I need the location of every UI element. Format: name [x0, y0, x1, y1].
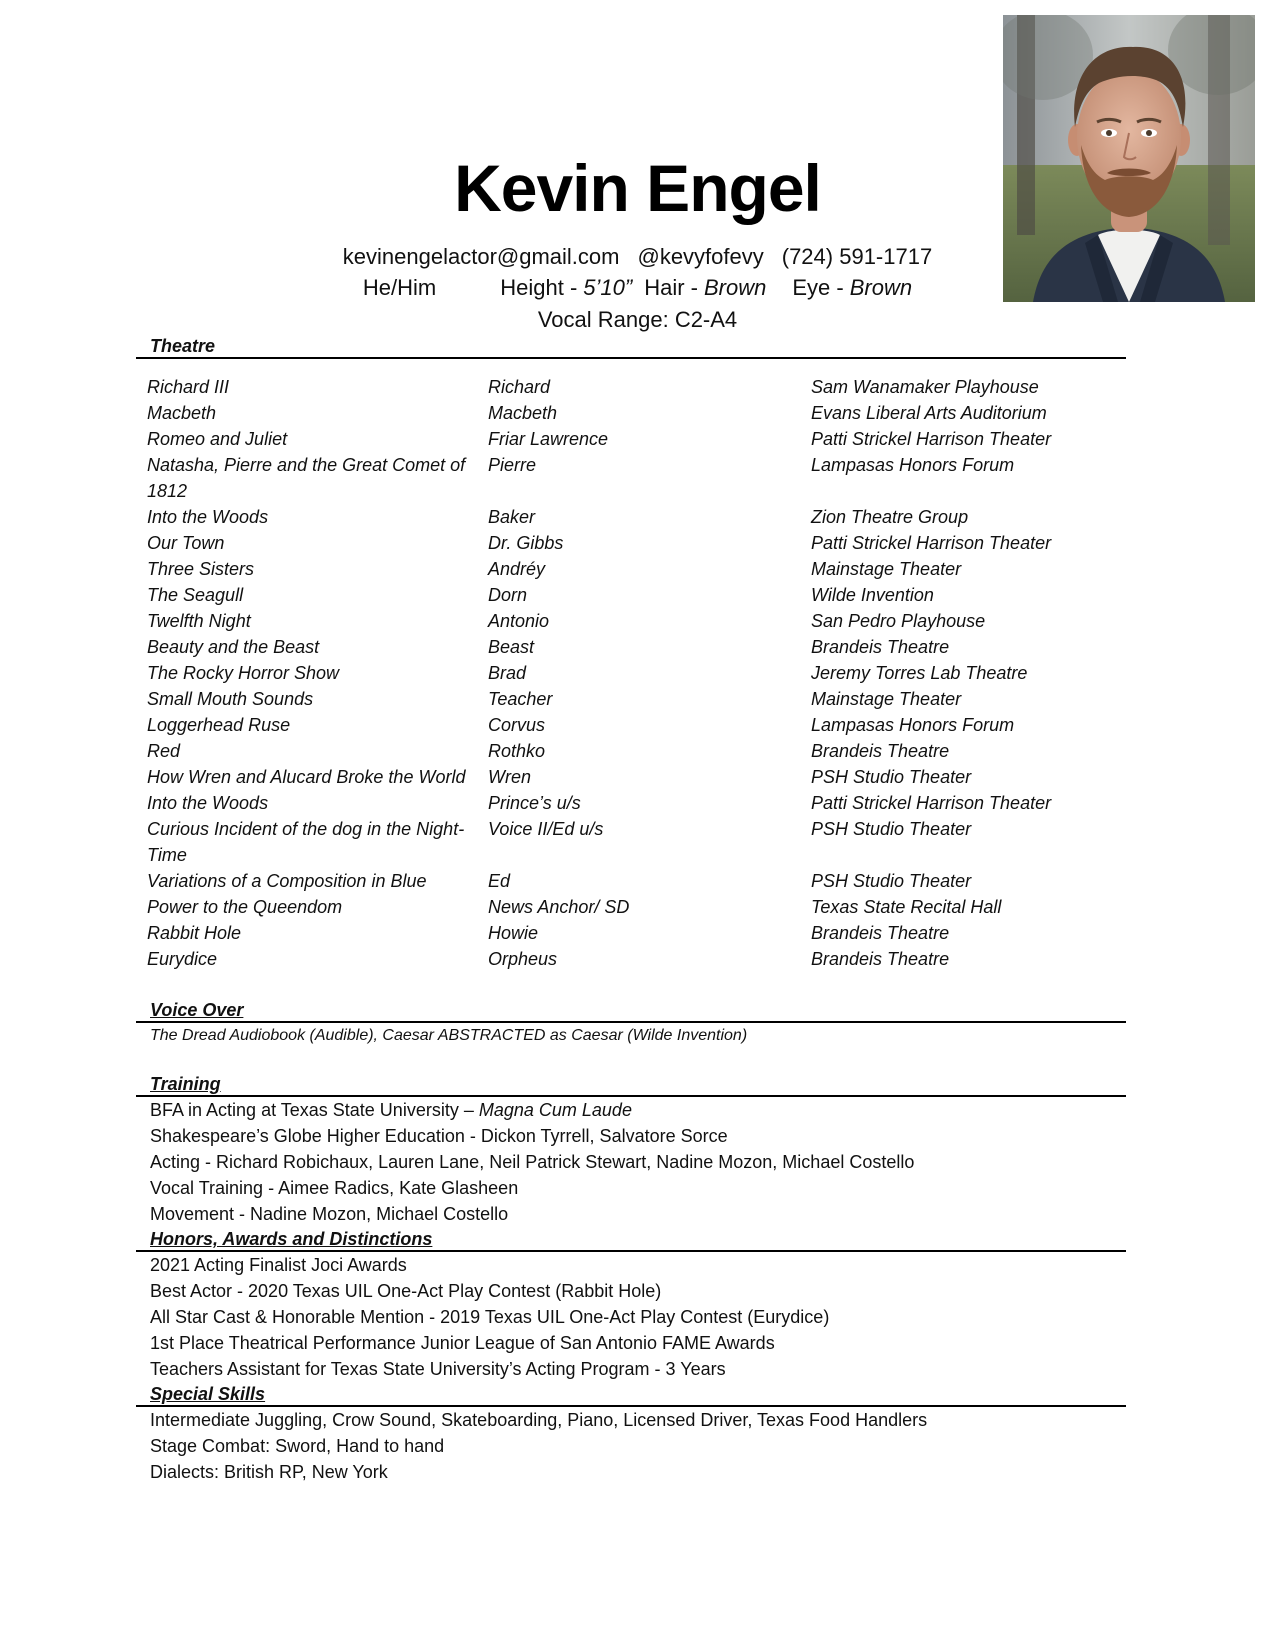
credit-show: Beauty and the Beast — [147, 637, 320, 657]
physical-stats-line — [0, 273, 1275, 303]
skills-list — [150, 1407, 1120, 1485]
theatre-credit-row — [147, 660, 1117, 686]
theatre-credits-table — [147, 374, 1117, 972]
credit-venue: Brandeis Theatre — [811, 949, 950, 969]
credit-venue: Patti Strickel Harrison Theater — [811, 429, 1052, 449]
credit-venue: PSH Studio Theater — [811, 871, 972, 891]
credit-show: Loggerhead Ruse — [147, 715, 291, 735]
credit-show: Into the Woods — [147, 793, 269, 813]
credit-role: Prince’s u/s — [488, 793, 581, 813]
honor-item: Best Actor - 2020 Texas UIL One-Act Play Contest (Rabbit Hole) — [150, 1281, 662, 1301]
credit-show: The Seagull — [147, 585, 244, 605]
eye-value: Brown — [849, 275, 913, 300]
section-heading-training — [136, 1073, 1126, 1097]
credit-role: Friar Lawrence — [488, 429, 609, 449]
credit-show: Eurydice — [147, 949, 218, 969]
credit-show: Variations of a Composition in Blue — [147, 871, 427, 891]
credit-venue: Zion Theatre Group — [811, 507, 969, 527]
credit-show: Power to the Queendom — [147, 897, 343, 917]
theatre-credit-row — [147, 816, 1117, 868]
skills-heading-text: Special Skills — [150, 1384, 266, 1404]
training-item: BFA in Acting at Texas State University – Magna Cum Laude — [150, 1100, 632, 1120]
credit-role: Pierre — [488, 455, 537, 475]
credit-venue: Brandeis Theatre — [811, 637, 950, 657]
hair-label: Hair - — [644, 275, 698, 300]
theatre-credit-row — [147, 374, 1117, 400]
theatre-credit-row — [147, 920, 1117, 946]
theatre-credit-row — [147, 634, 1117, 660]
credit-role: Beast — [488, 637, 535, 657]
vocal-range: Vocal Range: C2-A4 — [537, 307, 738, 332]
credit-show: Rabbit Hole — [147, 923, 242, 943]
voice-over-credits: The Dread Audiobook (Audible), Caesar ABSTRACTED as Caesar (Wilde Invention) — [150, 1027, 748, 1044]
credit-role: Teacher — [488, 689, 553, 709]
credit-role: Richard — [488, 377, 551, 397]
credit-venue: Mainstage Theater — [811, 689, 962, 709]
credit-show: Three Sisters — [147, 559, 255, 579]
credit-venue: PSH Studio Theater — [811, 767, 972, 787]
section-heading-voice-over — [136, 999, 1126, 1023]
credit-role: Ed — [488, 871, 511, 891]
theatre-credit-row — [147, 868, 1117, 894]
credit-venue: Lampasas Honors Forum — [811, 715, 1015, 735]
theatre-credit-row — [147, 426, 1117, 452]
credit-role: Voice II/Ed u/s — [488, 819, 604, 839]
credit-venue: Sam Wanamaker Playhouse — [811, 377, 1039, 397]
credit-show: Into the Woods — [147, 507, 269, 527]
skill-item: Stage Combat: Sword, Hand to hand — [150, 1436, 445, 1456]
credit-venue: Brandeis Theatre — [811, 741, 950, 761]
honor-item: 2021 Acting Finalist Joci Awards — [150, 1255, 407, 1275]
theatre-heading-text: Theatre — [150, 336, 216, 356]
height-label: Height - — [500, 275, 578, 300]
pronouns: He/Him — [362, 275, 437, 300]
training-honor: Magna Cum Laude — [478, 1100, 632, 1120]
height-value: 5’10” — [583, 275, 633, 300]
contact-line — [0, 242, 1275, 272]
credit-role: Antonio — [488, 611, 550, 631]
credit-venue: Lampasas Honors Forum — [811, 455, 1015, 475]
credit-show: Macbeth — [147, 403, 217, 423]
theatre-credit-row — [147, 738, 1117, 764]
credit-venue: Jeremy Torres Lab Theatre — [811, 663, 1028, 683]
credit-show: Twelfth Night — [147, 611, 251, 631]
theatre-credit-row — [147, 894, 1117, 920]
theatre-credit-row — [147, 946, 1117, 972]
credit-show: How Wren and Alucard Broke the World — [147, 767, 466, 787]
credit-role: Wren — [488, 767, 532, 787]
section-heading-honors — [136, 1228, 1126, 1252]
credit-show: The Rocky Horror Show — [147, 663, 340, 683]
credit-role: Brad — [488, 663, 527, 683]
email-link[interactable]: kevinengelactor@gmail.com — [342, 244, 620, 269]
credit-venue: Mainstage Theater — [811, 559, 962, 579]
section-heading-special-skills — [136, 1383, 1126, 1407]
credit-show: Curious Incident of the dog in the Night-Time — [147, 819, 465, 865]
credit-show: Natasha, Pierre and the Great Comet of 1812 — [147, 455, 466, 501]
credit-role: Andréy — [488, 559, 546, 579]
credit-venue: Evans Liberal Arts Auditorium — [811, 403, 1047, 423]
voice-over-heading-text: Voice Over — [150, 1000, 244, 1020]
section-heading-theatre — [136, 335, 1126, 359]
credit-show: Our Town — [147, 533, 225, 553]
training-item: Shakespeare’s Globe Higher Education - Dickon Tyrrell, Salvatore Sorce — [150, 1126, 728, 1146]
credit-show: Romeo and Juliet — [147, 429, 288, 449]
theatre-credit-row — [147, 790, 1117, 816]
credit-venue: Patti Strickel Harrison Theater — [811, 793, 1052, 813]
training-heading-text: Training — [150, 1074, 221, 1094]
theatre-credit-row — [147, 608, 1117, 634]
credit-role: Howie — [488, 923, 539, 943]
candidate-name: Kevin Engel — [454, 151, 821, 225]
credit-venue: Patti Strickel Harrison Theater — [811, 533, 1052, 553]
credit-venue: Brandeis Theatre — [811, 923, 950, 943]
theatre-credit-row — [147, 764, 1117, 790]
credit-role: Baker — [488, 507, 536, 527]
credit-venue: Wilde Invention — [811, 585, 934, 605]
credit-role: News Anchor/ SD — [488, 897, 630, 917]
honors-heading-text: Honors, Awards and Distinctions — [150, 1229, 433, 1249]
training-item: Acting - Richard Robichaux, Lauren Lane, Neil Patrick Stewart, Nadine Mozon, Michael Costello — [150, 1152, 915, 1172]
training-item: Movement - Nadine Mozon, Michael Costello — [150, 1204, 509, 1224]
honors-list — [150, 1252, 1120, 1382]
credit-role: Dr. Gibbs — [488, 533, 564, 553]
credit-role: Dorn — [488, 585, 528, 605]
skill-item: Dialects: British RP, New York — [150, 1462, 388, 1482]
eye-label: Eye - — [792, 275, 844, 300]
theatre-credit-row — [147, 712, 1117, 738]
honor-item: Teachers Assistant for Texas State University’s Acting Program - 3 Years — [150, 1359, 726, 1379]
theatre-credit-row — [147, 582, 1117, 608]
skill-item: Intermediate Juggling, Crow Sound, Skateboarding, Piano, Licensed Driver, Texas Food Handlers — [150, 1410, 928, 1430]
credit-role: Rothko — [488, 741, 546, 761]
theatre-credit-row — [147, 556, 1117, 582]
theatre-credit-row — [147, 530, 1117, 556]
credit-venue: PSH Studio Theater — [811, 819, 972, 839]
phone-number: (724) 591-1717 — [781, 244, 933, 269]
honor-item: All Star Cast & Honorable Mention - 2019 Texas UIL One-Act Play Contest (Eurydice) — [150, 1307, 830, 1327]
credit-show: Richard III — [147, 377, 230, 397]
hair-value: Brown — [704, 275, 767, 300]
theatre-credit-row — [147, 452, 1117, 504]
credit-role: Orpheus — [488, 949, 558, 969]
training-list — [150, 1097, 1120, 1227]
credit-venue: San Pedro Playhouse — [811, 611, 986, 631]
theatre-credit-row — [147, 686, 1117, 712]
credit-show: Red — [147, 741, 181, 761]
theatre-credit-row — [147, 504, 1117, 530]
theatre-credit-row — [147, 400, 1117, 426]
credit-role: Corvus — [488, 715, 546, 735]
credit-venue: Texas State Recital Hall — [811, 897, 1002, 917]
credit-role: Macbeth — [488, 403, 558, 423]
credit-show: Small Mouth Sounds — [147, 689, 314, 709]
training-item: Vocal Training - Aimee Radics, Kate Glasheen — [150, 1178, 519, 1198]
honor-item: 1st Place Theatrical Performance Junior League of San Antonio FAME Awards — [150, 1333, 775, 1353]
social-handle: @kevyfofevy — [637, 244, 764, 269]
